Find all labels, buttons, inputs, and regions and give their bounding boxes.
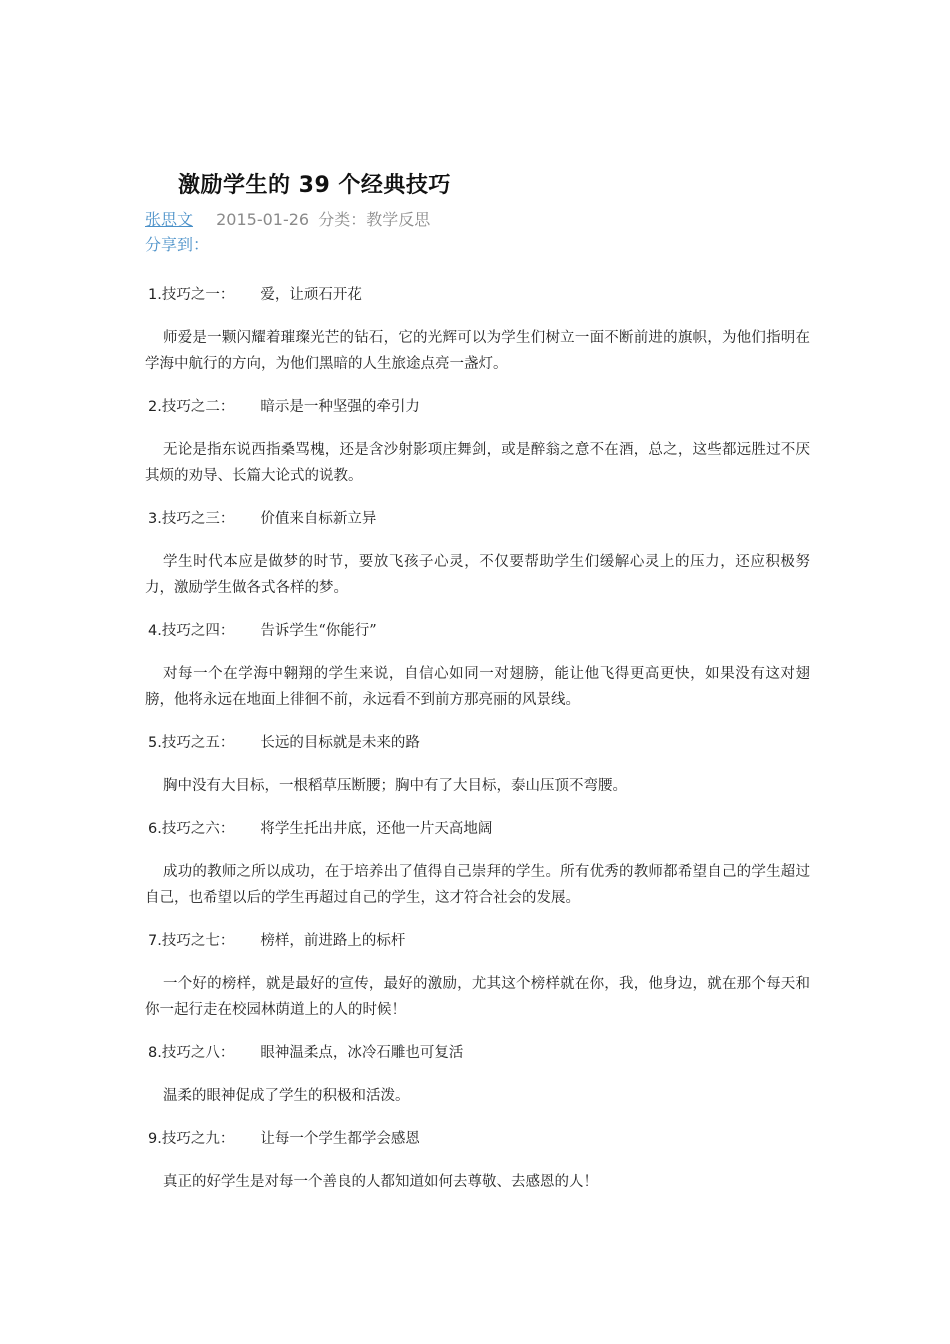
article-meta [145,207,430,230]
author-link[interactable]: 张思文 [145,210,194,229]
tip-section [145,816,810,911]
tip-label: 3.技巧之三： [148,511,235,527]
tip-label: 4.技巧之四： [148,623,235,639]
tip-section [145,730,810,799]
tip-heading [145,506,810,532]
tip-paragraph: 胸中没有大目标，一根稻草压断腰；胸中有了大目标，泰山压顶不弯腰。 [163,778,627,794]
tip-heading [145,816,810,842]
category-label: 分类：教学反思 [318,210,431,229]
tip-label: 9.技巧之九： [148,1131,235,1147]
tip-topic: 长远的目标就是未来的路 [260,735,420,751]
tip-heading [145,394,810,420]
tip-heading [145,928,810,954]
tip-paragraph: 无论是指东说西指桑骂槐，还是含沙射影项庄舞剑，或是醉翁之意不在酒，总之，这些都远胜过不厌其烦的劝导、长篇大论式的说教。 [145,442,810,484]
article-content [145,282,810,1212]
tip-heading [145,730,810,756]
tip-topic: 价值来自标新立异 [260,511,377,527]
tip-section [145,506,810,601]
tip-label: 7.技巧之七： [148,933,235,949]
tip-heading [145,282,810,308]
tip-paragraph: 学生时代本应是做梦的时节，要放飞孩子心灵，不仅要帮助学生们缓解心灵上的压力，还应积极努力，激励学生做各式各样的梦。 [145,554,810,596]
publish-date: 2015-01-26 [216,210,310,229]
tip-paragraph: 师爱是一颗闪耀着璀璨光芒的钻石，它的光辉可以为学生们树立一面不断前进的旗帜，为他们指明在学海中航行的方向，为他们黑暗的人生旅途点亮一盏灯。 [145,330,810,372]
tip-paragraph: 一个好的榜样，就是最好的宣传，最好的激励，尤其这个榜样就在你，我，他身边，就在那个每天和你一起行走在校园林荫道上的人的时候！ [145,976,810,1018]
tip-heading [145,618,810,644]
tip-label: 2.技巧之二： [148,399,235,415]
tip-paragraph: 真正的好学生是对每一个善良的人都知道如何去尊敬、去感恩的人！ [163,1174,598,1190]
tip-section [145,1040,810,1109]
tip-topic: 榜样，前进路上的标杆 [260,933,406,949]
tip-paragraph: 温柔的眼神促成了学生的积极和活泼。 [163,1088,410,1104]
tip-label: 5.技巧之五： [148,735,235,751]
tip-section [145,1126,810,1195]
share-label[interactable]: 分享到： [145,235,210,254]
tip-label: 6.技巧之六： [148,821,235,837]
tip-topic: 暗示是一种坚强的牵引力 [260,399,420,415]
tip-topic: 将学生托出井底，还他一片天高地阔 [260,821,493,837]
tip-heading [145,1040,810,1066]
tip-section [145,928,810,1023]
tip-paragraph: 对每一个在学海中翱翔的学生来说，自信心如同一对翅膀，能让他飞得更高更快，如果没有这对翅膀，他将永远在地面上徘徊不前，永远看不到前方那亮丽的风景线。 [145,666,810,708]
tip-topic: 眼神温柔点，冰冷石雕也可复活 [260,1045,464,1061]
page-title: 激励学生的 39 个经典技巧 [178,173,451,198]
tip-paragraph: 成功的教师之所以成功，在于培养出了值得自己崇拜的学生。所有优秀的教师都希望自己的学生超过自己，也希望以后的学生再超过自己的学生，这才符合社会的发展。 [145,864,810,906]
tip-heading [145,1126,810,1152]
tip-section [145,618,810,713]
tip-label: 1.技巧之一： [148,287,235,303]
tip-section [145,282,810,377]
tip-topic: 告诉学生“你能行” [260,623,377,639]
tip-section [145,394,810,489]
tip-label: 8.技巧之八： [148,1045,235,1061]
tip-topic: 爱，让顽石开花 [260,287,362,303]
tip-topic: 让每一个学生都学会感恩 [260,1131,420,1147]
